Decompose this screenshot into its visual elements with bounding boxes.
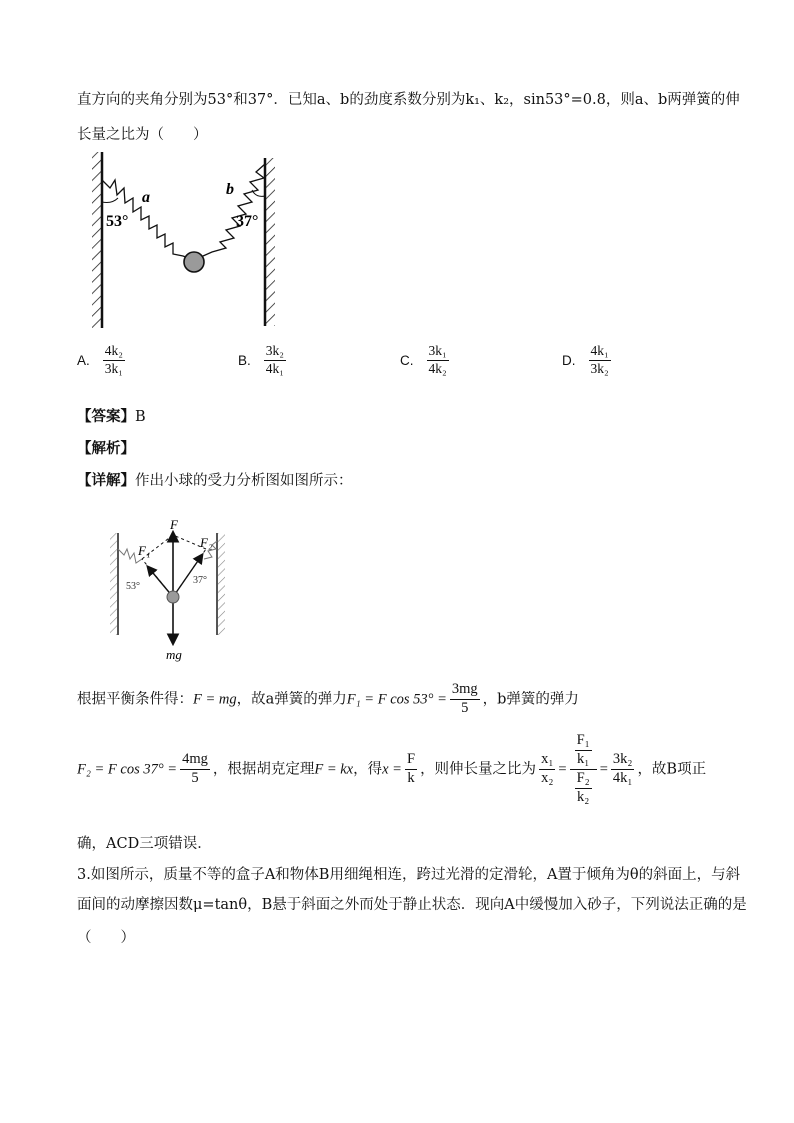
answer-value: B <box>135 409 146 425</box>
spring-b <box>194 164 265 260</box>
answer-tag: 【答案】 <box>77 409 135 425</box>
solution-line-2: F₂ = F cos 37° = $\frac{4mg}{5}$ ，根据胡克定理F = kx，得x = $\frac{F}{k}$ ，则伸长量之比为 $\frac{\text{x₁}}{\text{x₂}}$ = $\frac{\frac{\text{F₁}}{\text{k₁}}}{\frac{\text{F₂}}{\text{k₂}}}$ = $\frac{\text{3k₂}}{\text{4k₁}}$ ，故B项正 <box>77 732 707 805</box>
answer-line <box>77 405 146 426</box>
q3-line-2: 面间的动摩擦因数μ=tanθ，B悬于斜面之外而处于静止状态．现向A中缓慢加入砂子，下列说法正确的是 <box>77 897 747 913</box>
force-F1-label: F₁ <box>138 543 151 558</box>
angle-53-label: 53° <box>106 213 129 230</box>
spring-b-label: b <box>226 181 234 198</box>
question-line-1: 直方向的夹角分别为53°和37°．已知a、b的劲度系数分别为k₁、k₂，sin53°=0.8，则a、b两弹簧的伸 <box>77 92 740 108</box>
ball <box>184 252 204 272</box>
option-d[interactable] <box>562 344 614 377</box>
option-fraction: $\frac{\text{3k₁}}{\text{4k₂}}$ <box>428 343 447 376</box>
q3-line-1: 3.如图所示，质量不等的盒子A和物体B用细绳相连，跨过光滑的定滑轮，A置于倾角为θ的斜面上，与斜 <box>77 867 741 883</box>
force-mg-label: mg <box>166 647 182 662</box>
question-line-2: 长量之比为（ ） <box>77 127 208 143</box>
spring-a-label: a <box>142 189 150 206</box>
solution-line-3: 确，ACD三项错误． <box>77 836 212 852</box>
q3-line-3: （ ） <box>77 930 135 946</box>
ball <box>167 591 179 603</box>
option-label: D. <box>562 352 576 368</box>
option-a[interactable] <box>77 344 128 377</box>
left-wall <box>92 152 101 328</box>
spring-ball-figure <box>88 150 288 330</box>
option-fraction: $\frac{\text{4k₂}}{\text{3k₁}}$ <box>104 343 123 376</box>
angle-53-label: 53° <box>126 581 140 592</box>
solution-line-1: 根据平衡条件得：F = mg，故a弹簧的弹力F₁ = F cos 53° = $\frac{3mg}{5}$ ，b弹簧的弹力 <box>77 681 579 716</box>
option-fraction: $\frac{\text{4k₁}}{\text{3k₂}}$ <box>590 343 609 376</box>
detail-text: 作出小球的受力分析图如图所示： <box>135 473 353 489</box>
force-F-label: F <box>170 517 178 532</box>
option-label: C. <box>400 352 414 368</box>
detail-line <box>77 469 353 490</box>
analysis-tag: 【解析】 <box>77 441 135 457</box>
option-label: A. <box>77 352 90 368</box>
angle-37-label: 37° <box>236 213 259 230</box>
angle-37-label: 37° <box>193 575 207 586</box>
detail-tag: 【详解】 <box>77 473 135 489</box>
option-b[interactable] <box>238 344 289 377</box>
option-label: B. <box>238 352 251 368</box>
force-diagram <box>100 515 240 665</box>
option-fraction: $\frac{\text{3k₂}}{\text{4k₁}}$ <box>265 343 284 376</box>
force-F2-label: F₂ <box>200 535 213 550</box>
option-c[interactable] <box>400 344 452 377</box>
right-wall <box>266 158 275 326</box>
